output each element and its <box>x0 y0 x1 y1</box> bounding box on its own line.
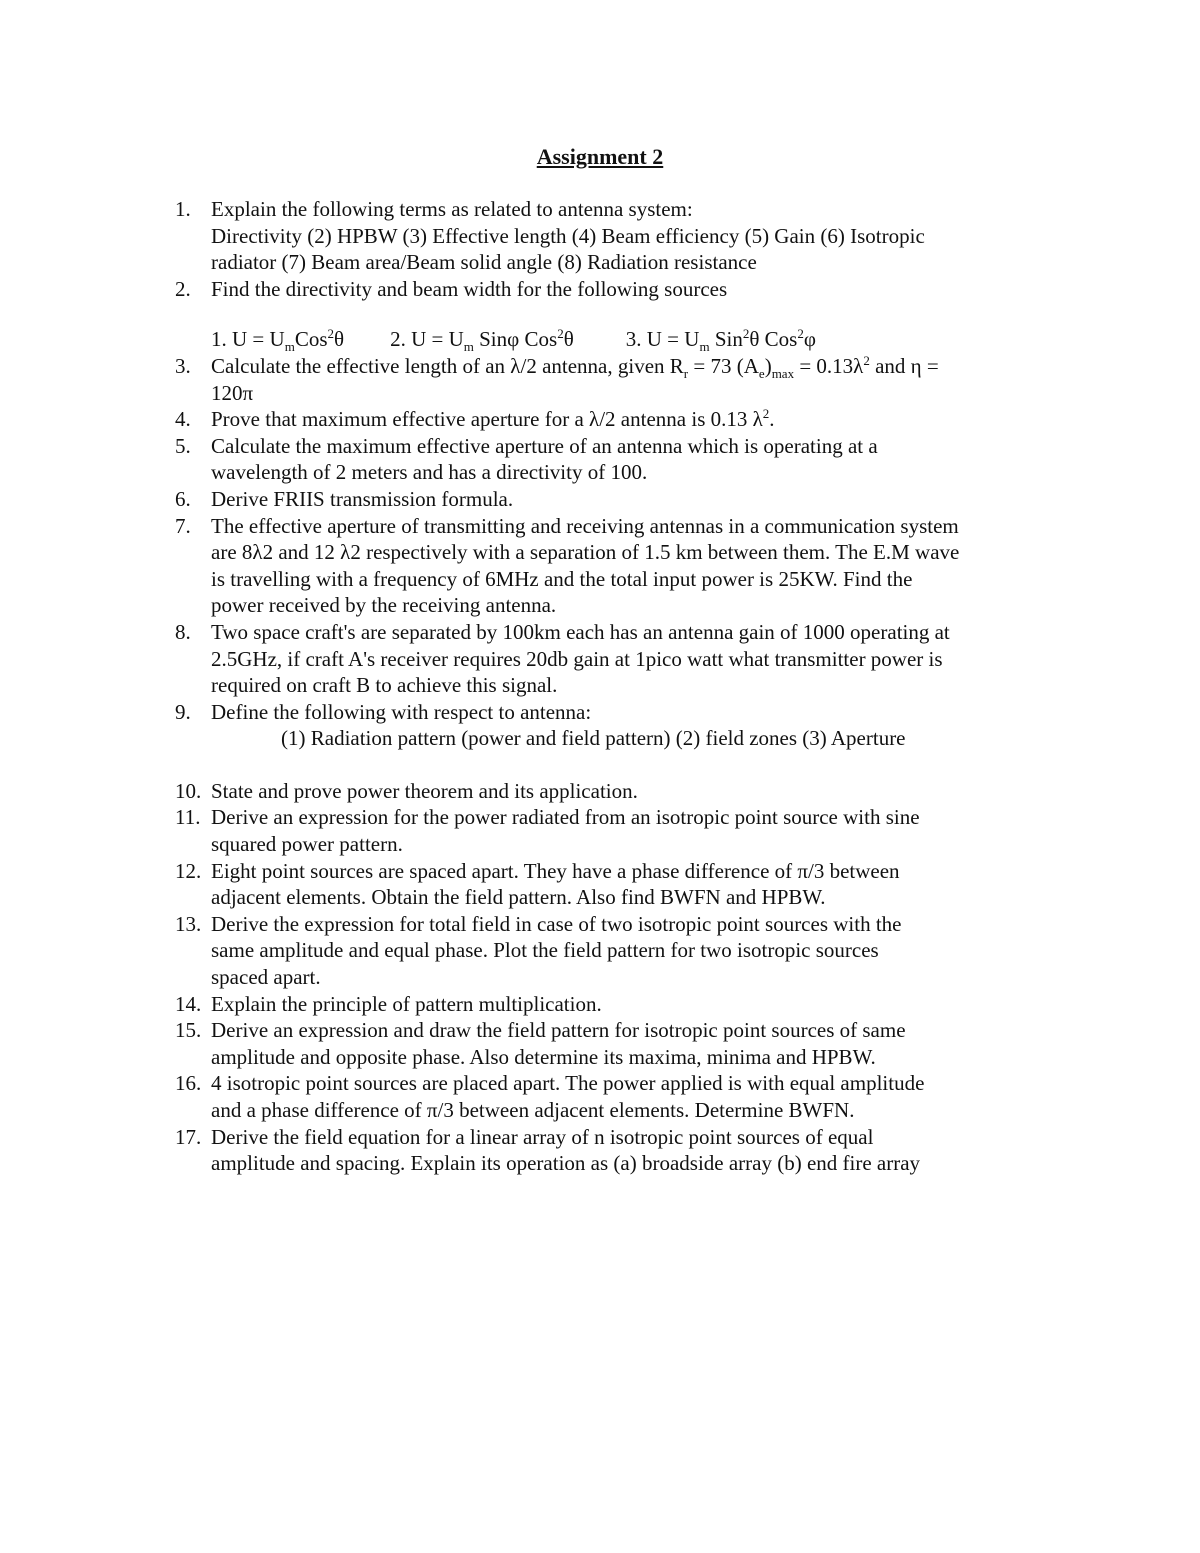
question-text: and a phase difference of π/3 between adjacent elements. Determine BWFN. <box>211 1098 855 1122</box>
question-number: 7. <box>175 513 191 538</box>
question-text: 120π <box>211 380 254 405</box>
question-5 <box>0 433 1200 486</box>
question-number: 10. <box>175 778 202 803</box>
question-number: 12. <box>175 858 202 883</box>
question-text: Find the directivity and beam width for the following sources <box>211 276 728 301</box>
question-text: 4 isotropic point sources are placed apart. The power applied is with equal amplitude <box>211 1071 925 1096</box>
question-text: Explain the principle of pattern multiplication. <box>211 991 602 1016</box>
question-text: Derive the field equation for a linear array of n isotropic point sources of equal <box>211 1124 874 1149</box>
question-text: Eight point sources are spaced apart. They have a phase difference of π/3 between <box>211 858 900 883</box>
question-4 <box>0 406 1200 433</box>
question-number: 13. <box>175 911 202 936</box>
equation-2: 2. $U = U_m$ Sinφ Cos$^2$θ <box>390 326 574 355</box>
question-text: amplitude and spacing. Explain its operation as (a) broadside array (b) end fire array <box>211 1151 921 1176</box>
question-3 <box>0 353 1200 406</box>
question-text: are 8λ2 and 12 λ2 respectively with a separation of 1.5 km between them. The E.M wave <box>211 540 960 565</box>
question-number: 5. <box>175 433 191 458</box>
question-list <box>0 196 1200 1177</box>
question-text: Explain the following terms as related to antenna system: <box>211 197 693 221</box>
question-text: Derive an expression for the power radiated from an isotropic point source with sine <box>211 805 920 830</box>
question-number: 16. <box>175 1071 202 1096</box>
question-2 <box>0 276 1200 353</box>
question-number: 6. <box>175 486 191 511</box>
question-text: Calculate the maximum effective aperture of an antenna which is operating at a <box>211 433 878 458</box>
question-1 <box>0 196 1200 276</box>
question-text: Define the following with respect to antenna: <box>211 699 592 724</box>
question-number: 4. <box>175 407 191 432</box>
question-text: required on craft B to achieve this signal. <box>211 673 558 698</box>
question-number: 11. <box>175 805 201 830</box>
question-number: 8. <box>175 619 191 644</box>
question-number: 15. <box>175 1018 202 1043</box>
question-17 <box>0 1124 1200 1177</box>
equation-1: 1. $U = U_mCos^2\theta$ <box>211 326 345 355</box>
question-text: radiator (7) Beam area/Beam solid angle (8) Radiation resistance <box>211 250 757 275</box>
question-text: is travelling with a frequency of 6MHz and the total input power is 25KW. Find the <box>211 566 913 591</box>
question-number: 1. <box>175 197 191 221</box>
question-text: Calculate the effective length of an λ/2 antenna, given $R_r = 73$ $(A_e)_{max} = 0.13\lambda^2$ and η = <box>211 352 939 382</box>
question-text: adjacent elements. Obtain the field pattern. Also find BWFN and HPBW. <box>211 885 826 910</box>
question-text: squared power pattern. <box>211 832 403 857</box>
question-7 <box>0 513 1200 619</box>
question-number: 17. <box>175 1124 202 1149</box>
question-text: Prove that maximum effective aperture for a λ/2 antenna is 0.13 $\lambda^2$. <box>211 406 775 432</box>
assignment-title: Assignment 2 <box>536 144 664 169</box>
question-11 <box>0 804 1200 857</box>
question-15 <box>0 1017 1200 1070</box>
question-text: Two space craft's are separated by 100km each has an antenna gain of 1000 operating at <box>211 619 950 644</box>
question-text: Directivity (2) HPBW (3) Effective length (4) Beam efficiency (5) Gain (6) Isotropic <box>211 223 925 248</box>
question-6 <box>0 486 1200 513</box>
question-text: Derive FRIIS transmission formula. <box>211 486 514 511</box>
equation-3: 3. $U = U_m$ Sin$^2$θ Cos$^2$φ <box>625 326 816 355</box>
question-16 <box>0 1070 1200 1123</box>
question-text: wavelength of 2 meters and has a directivity of 100. <box>211 460 648 485</box>
question-text: power received by the receiving antenna. <box>211 593 557 618</box>
question-number: 3. <box>175 353 191 378</box>
question-text: same amplitude and equal phase. Plot the field pattern for two isotropic sources <box>211 938 879 963</box>
question-14 <box>0 991 1200 1018</box>
question-10 <box>0 778 1200 805</box>
question-number: 9. <box>175 699 191 724</box>
question-subtext: (1) Radiation pattern (power and field pattern) (2) field zones (3) Aperture <box>281 726 906 751</box>
question-9 <box>0 699 1200 752</box>
question-13 <box>0 911 1200 991</box>
question-8 <box>0 619 1200 699</box>
question-text: Derive an expression and draw the field pattern for isotropic point sources of same <box>211 1018 906 1043</box>
question-number: 2. <box>175 276 191 301</box>
question-text: amplitude and opposite phase. Also determine its maxima, minima and HPBW. <box>211 1044 876 1069</box>
question-text: Derive the expression for total field in case of two isotropic point sources with the <box>211 911 902 936</box>
question-number: 14. <box>175 991 202 1016</box>
question-12 <box>0 858 1200 911</box>
question-text: spaced apart. <box>211 965 321 990</box>
question-text: 2.5GHz, if craft A's receiver requires 20db gain at 1pico watt what transmitter power is <box>211 646 943 671</box>
question-text: State and prove power theorem and its application. <box>211 778 638 803</box>
question-text: The effective aperture of transmitting and receiving antennas in a communication system <box>211 513 959 538</box>
equation-row <box>211 326 1070 353</box>
